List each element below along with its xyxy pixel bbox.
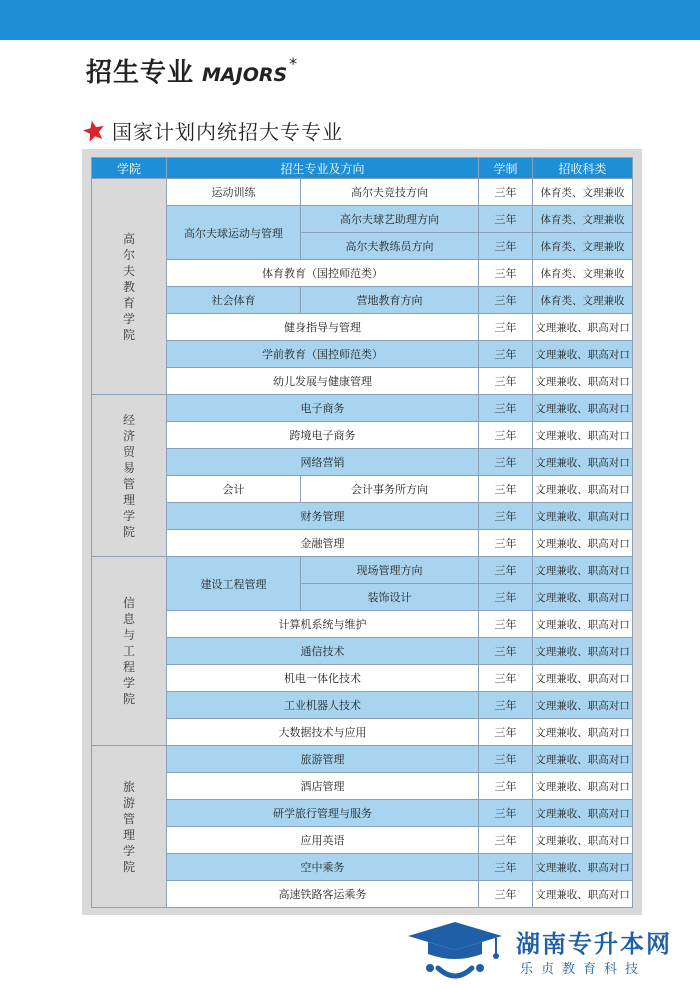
category-cell: 文理兼收、职高对口 <box>533 638 633 665</box>
category-cell: 文理兼收、职高对口 <box>533 719 633 746</box>
header-duration: 学制 <box>479 158 533 179</box>
direction-cell: 会计事务所方向 <box>301 476 479 503</box>
majors-table-frame <box>82 149 642 915</box>
major-cell: 电子商务 <box>167 395 479 422</box>
table-row <box>92 422 633 449</box>
category-cell: 文理兼收、职高对口 <box>533 665 633 692</box>
duration-cell: 三年 <box>479 476 533 503</box>
major-cell: 空中乘务 <box>167 854 479 881</box>
category-cell: 文理兼收、职高对口 <box>533 773 633 800</box>
table-row <box>92 827 633 854</box>
duration-cell: 三年 <box>479 449 533 476</box>
table-row <box>92 638 633 665</box>
duration-cell: 三年 <box>479 395 533 422</box>
category-cell: 文理兼收、职高对口 <box>533 746 633 773</box>
major-cell: 体育教育（国控师范类） <box>167 260 479 287</box>
major-cell: 应用英语 <box>167 827 479 854</box>
table-row <box>92 395 633 422</box>
table-row <box>92 530 633 557</box>
major-cell: 旅游管理 <box>167 746 479 773</box>
major-cell: 金融管理 <box>167 530 479 557</box>
page-heading <box>86 52 297 96</box>
table-row <box>92 854 633 881</box>
category-cell: 文理兼收、职高对口 <box>533 692 633 719</box>
major-cell: 机电一体化技术 <box>167 665 479 692</box>
category-cell: 文理兼收、职高对口 <box>533 395 633 422</box>
direction-cell: 高尔夫竞技方向 <box>301 179 479 206</box>
category-cell: 文理兼收、职高对口 <box>533 368 633 395</box>
duration-cell: 三年 <box>479 665 533 692</box>
table-row <box>92 692 633 719</box>
duration-cell: 三年 <box>479 206 533 233</box>
duration-cell: 三年 <box>479 368 533 395</box>
college-golf: 高尔夫教育学院 <box>92 179 167 395</box>
table-row <box>92 800 633 827</box>
category-cell: 文理兼收、职高对口 <box>533 503 633 530</box>
category-cell: 文理兼收、职高对口 <box>533 854 633 881</box>
category-cell: 文理兼收、职高对口 <box>533 476 633 503</box>
category-cell: 文理兼收、职高对口 <box>533 314 633 341</box>
direction-cell: 高尔夫球艺助理方向 <box>301 206 479 233</box>
category-cell: 文理兼收、职高对口 <box>533 584 633 611</box>
table-row <box>92 557 633 584</box>
duration-cell: 三年 <box>479 530 533 557</box>
major-cell: 网络营销 <box>167 449 479 476</box>
category-cell: 体育类、文理兼收 <box>533 179 633 206</box>
major-cell: 跨境电子商务 <box>167 422 479 449</box>
top-color-band <box>0 0 700 40</box>
college-info: 信息与工程学院 <box>92 557 167 746</box>
college-tourism: 旅游管理学院 <box>92 746 167 908</box>
table-row <box>92 179 633 206</box>
table-row <box>92 611 633 638</box>
duration-cell: 三年 <box>479 773 533 800</box>
college-economy: 经济贸易管理学院 <box>92 395 167 557</box>
category-cell: 文理兼收、职高对口 <box>533 827 633 854</box>
major-cell: 大数据技术与应用 <box>167 719 479 746</box>
table-row <box>92 773 633 800</box>
duration-cell: 三年 <box>479 611 533 638</box>
major-cell: 社会体育 <box>167 287 301 314</box>
majors-table <box>91 157 633 908</box>
page-title-cn: 招生专业 <box>86 58 195 88</box>
duration-cell: 三年 <box>479 179 533 206</box>
major-cell: 会计 <box>167 476 301 503</box>
duration-cell: 三年 <box>479 881 533 908</box>
section-title <box>82 116 343 145</box>
category-cell: 文理兼收、职高对口 <box>533 611 633 638</box>
duration-cell: 三年 <box>479 638 533 665</box>
major-cell: 通信技术 <box>167 638 479 665</box>
major-cell: 工业机器人技术 <box>167 692 479 719</box>
major-cell: 运动训练 <box>167 179 301 206</box>
duration-cell: 三年 <box>479 341 533 368</box>
logo-name: 湖南专升本网 <box>516 930 672 958</box>
category-cell: 文理兼收、职高对口 <box>533 449 633 476</box>
table-row <box>92 719 633 746</box>
table-header-row <box>92 158 633 179</box>
direction-cell: 高尔夫教练员方向 <box>301 233 479 260</box>
table-row <box>92 476 633 503</box>
duration-cell: 三年 <box>479 314 533 341</box>
duration-cell: 三年 <box>479 557 533 584</box>
header-college: 学院 <box>92 158 167 179</box>
page-title-en: MAJORS <box>202 64 288 86</box>
category-cell: 文理兼收、职高对口 <box>533 422 633 449</box>
red-star-icon <box>82 119 106 143</box>
duration-cell: 三年 <box>479 260 533 287</box>
major-cell: 酒店管理 <box>167 773 479 800</box>
category-cell: 文理兼收、职高对口 <box>533 530 633 557</box>
duration-cell: 三年 <box>479 503 533 530</box>
category-cell: 文理兼收、职高对口 <box>533 341 633 368</box>
table-row <box>92 746 633 773</box>
major-cell: 健身指导与管理 <box>167 314 479 341</box>
category-cell: 文理兼收、职高对口 <box>533 881 633 908</box>
major-cell: 财务管理 <box>167 503 479 530</box>
category-cell: 体育类、文理兼收 <box>533 233 633 260</box>
logo-slogan: 乐贞教育科技 <box>520 962 647 977</box>
duration-cell: 三年 <box>479 233 533 260</box>
header-category: 招收科类 <box>533 158 633 179</box>
duration-cell: 三年 <box>479 287 533 314</box>
category-cell: 文理兼收、职高对口 <box>533 557 633 584</box>
direction-cell: 装饰设计 <box>301 584 479 611</box>
table-row <box>92 206 633 233</box>
table-row <box>92 665 633 692</box>
direction-cell: 营地教育方向 <box>301 287 479 314</box>
major-cell: 高速铁路客运乘务 <box>167 881 479 908</box>
title-asterisk: * <box>289 54 298 73</box>
major-cell: 计算机系统与维护 <box>167 611 479 638</box>
duration-cell: 三年 <box>479 746 533 773</box>
table-row <box>92 368 633 395</box>
major-cell: 幼儿发展与健康管理 <box>167 368 479 395</box>
table-row <box>92 881 633 908</box>
duration-cell: 三年 <box>479 800 533 827</box>
category-cell: 体育类、文理兼收 <box>533 287 633 314</box>
duration-cell: 三年 <box>479 827 533 854</box>
table-row <box>92 449 633 476</box>
graduation-cap-smile-logo-icon <box>400 920 510 984</box>
major-cell: 建设工程管理 <box>167 557 301 611</box>
header-major: 招生专业及方向 <box>167 158 479 179</box>
major-cell: 高尔夫球运动与管理 <box>167 206 301 260</box>
duration-cell: 三年 <box>479 584 533 611</box>
table-row <box>92 287 633 314</box>
direction-cell: 现场管理方向 <box>301 557 479 584</box>
major-cell: 研学旅行管理与服务 <box>167 800 479 827</box>
table-row <box>92 260 633 287</box>
duration-cell: 三年 <box>479 854 533 881</box>
table-row <box>92 314 633 341</box>
category-cell: 体育类、文理兼收 <box>533 206 633 233</box>
major-cell: 学前教育（国控师范类） <box>167 341 479 368</box>
section-title-text: 国家计划内统招大专专业 <box>112 120 343 144</box>
duration-cell: 三年 <box>479 719 533 746</box>
table-row <box>92 341 633 368</box>
category-cell: 文理兼收、职高对口 <box>533 800 633 827</box>
category-cell: 体育类、文理兼收 <box>533 260 633 287</box>
duration-cell: 三年 <box>479 422 533 449</box>
table-row <box>92 503 633 530</box>
duration-cell: 三年 <box>479 692 533 719</box>
site-logo <box>400 918 690 986</box>
